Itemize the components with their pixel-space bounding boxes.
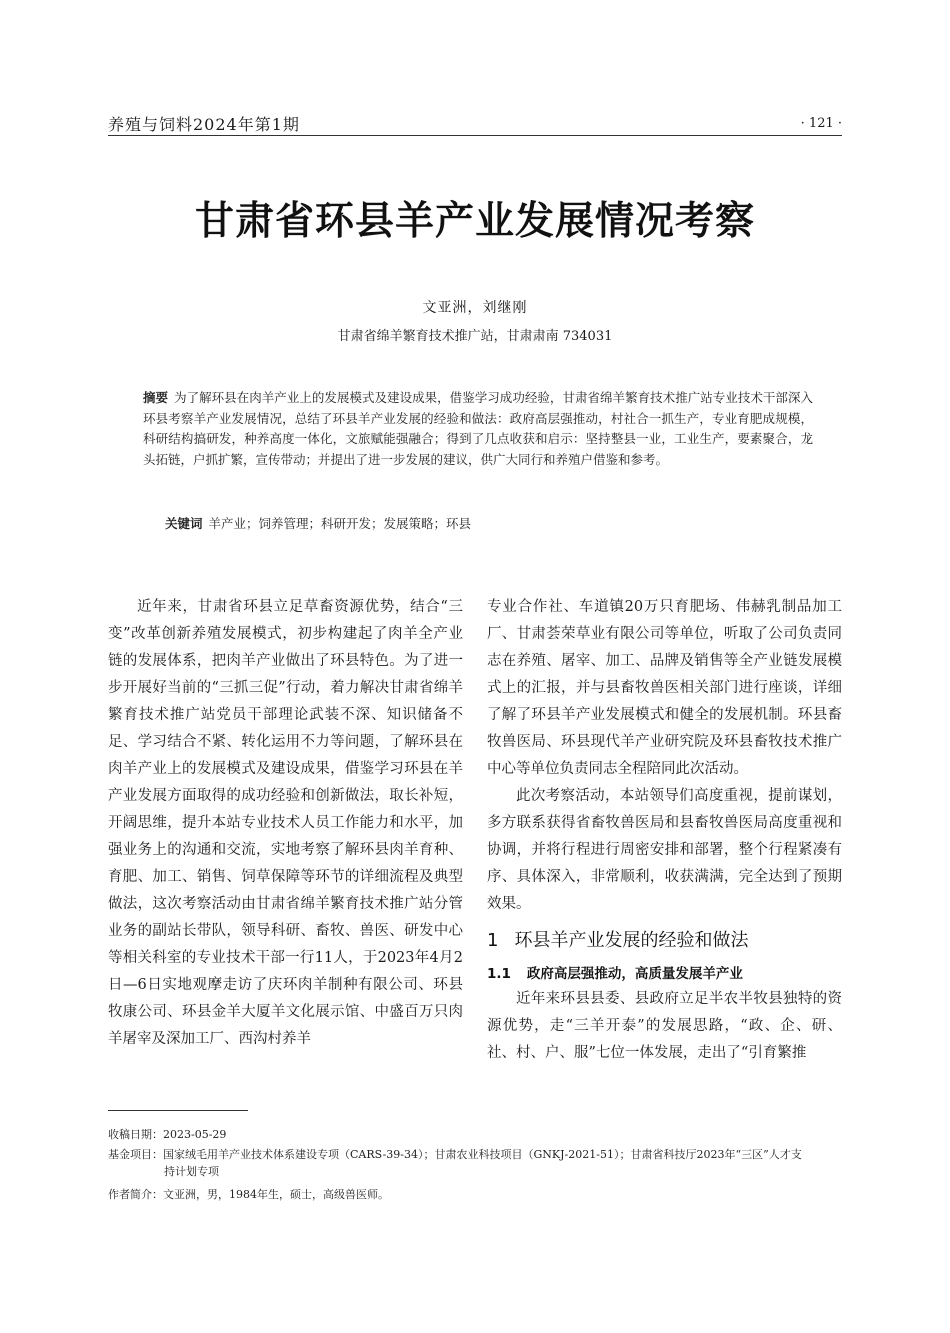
right-column	[487, 594, 842, 1067]
abstract	[143, 388, 813, 470]
section-heading	[487, 926, 842, 956]
body-paragraph: 近年来，甘肃省环县立足草畜资源优势，结合“三变”改革创新养殖发展模式，初步构建起了肉羊全产业链的发展体系，把肉羊产业做出了环县特色。为了进一步开展好当前的“三抓三促”行动，着力解决甘肃省绵羊繁育技术推广站党员干部理论武装不深、知识储备不足、学习结合不紧、转化运用不力等问题，了解环县在肉羊产业上的发展模式及建设成果，借鉴学习环县在羊产业发展方面取得的成功经验和创新做法，取长补短，开阔思维，提升本站专业技术人员工作能力和水平，加强业务上的沟通和交流，实地考察了解环县肉羊育种、育肥、加工、销售、饲草保障等环节的详细流程及典型做法，这次考察活动由甘肃省绵羊繁育技术推广站分管业务的副站长带队，领导科研、畜牧、兽医、研发中心等相关科室的专业技术干部一行11人，于2023年4月2日—6日实地观摩走访了庆环肉羊制种有限公司、环县牧康公司、环县金羊大厦羊文化展示馆、中盛百万只肉羊屠宰及深加工厂、西沟村养羊	[108, 599, 463, 1047]
body-paragraph-continued: 专业合作社、车道镇20万只育肥场、伟赫乳制品加工厂、甘肃荟荣草业有限公司等单位，听取了公司负责同志在养殖、屠宰、加工、品牌及销售等全产业链发展模式上的汇报，并与县畜牧兽医相关部门进行座谈，详细了解了环县羊产业发展模式和健全的发展机制。环县畜牧兽医局、环县现代羊产业研究院及环县畜牧技术推广中心等单位负责同志全程陪同此次活动。	[487, 599, 842, 777]
subsection-title: 政府高层强推动，高质量发展羊产业	[526, 966, 743, 982]
section-title: 环县羊产业发展的经验和做法	[514, 930, 749, 951]
left-column	[108, 594, 463, 1053]
header-rule	[108, 135, 842, 136]
keywords-label: 关键词	[165, 516, 203, 531]
subsection-number: 1.1	[487, 966, 511, 982]
subsection-heading	[487, 962, 842, 986]
footnote-funding	[108, 1146, 848, 1180]
abstract-text: 为了解环县在肉羊产业上的发展模式及建设成果，借鉴学习成功经验，甘肃省绵羊繁育技术推广站专业技术干部深入环县考察羊产业发展情况，总结了环县羊产业发展的经验和做法：政府高层强推动，村社合一抓生产，专业育肥成规模，科研结构搞研发，种养高度一体化，文旅赋能强融合；得到了几点收获和启示：坚持整县一业，工业生产，要素聚合，龙头拓链，户抓扩繁，宣传带动；并提出了进一步发展的建议，供广大同行和养殖户借鉴和参考。	[143, 390, 813, 467]
page-number: · 121 ·	[800, 116, 842, 131]
keywords	[165, 514, 815, 532]
journal-name: 养殖与饲料2024年第1期	[108, 115, 300, 134]
article-title: 甘肃省环县羊产业发展情况考察	[194, 199, 755, 244]
section-number: 1	[487, 930, 499, 951]
footnote-rule	[108, 1110, 248, 1111]
footnote-funding-continued: 持计划专项	[164, 1165, 219, 1178]
body-paragraph: 近年来环县县委、县政府立足半农半牧县独特的资源优势，走“三羊开泰”的发展思路，“政、企、研、社、村、户、服”七位一体发展，走出了“引育繁推	[487, 991, 842, 1061]
footnote-received-date: 收稿日期：2023-05-29	[108, 1128, 227, 1141]
keywords-text: 羊产业；饲养管理；科研开发；发展策略；环县	[208, 516, 472, 531]
body-paragraph: 此次考察活动，本站领导们高度重视，提前谋划，多方联系获得省畜牧兽医局和县畜牧兽医局高度重视和协调，并将行程进行周密安排和部署，整个行程紧凑有序、具体深入，非常顺利，收获满满，完全达到了预期效果。	[487, 788, 842, 912]
abstract-label: 摘要	[143, 390, 169, 405]
article-affiliation: 甘肃省绵羊繁育技术推广站，甘肃肃南 734031	[337, 329, 613, 344]
article-authors: 文亚洲，刘继刚	[422, 300, 528, 316]
footnote-funding-text: 基金项目：国家绒毛用羊产业技术体系建设专项（CARS-39-34）；甘肃农业科技项目（GNKJ-2021-51）；甘肃省科技厅2023年“三区”人才支	[108, 1148, 802, 1161]
footnote-author-bio: 作者简介：文亚洲，男，1984年生，硕士，高级兽医师。	[108, 1188, 389, 1201]
